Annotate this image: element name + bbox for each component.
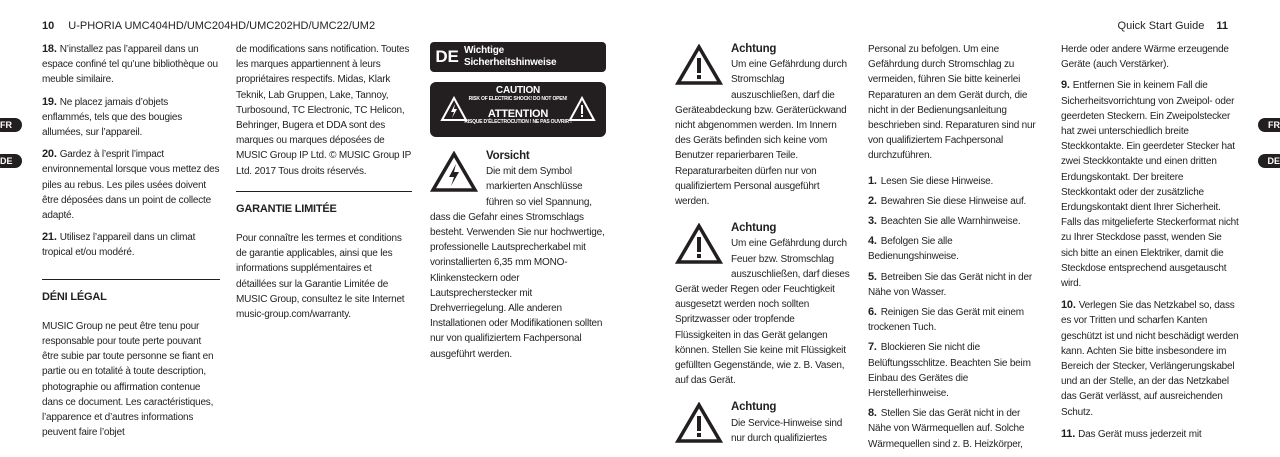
paragraph: Personal zu befolgen. Um eine Gefährdung durch Stromschlag zu vermeiden, führen Sie bitte keinerlei Reparaturen an dem Gerät durch, die nicht in der Bedienungsanleitung beschrieben sind. Reparaturen sind nur von qualifiziertem Fachpersonal durchzuführen. xyxy=(868,44,1036,162)
section-heading: GARANTIE LIMITÉE xyxy=(236,202,337,215)
divider xyxy=(236,191,412,192)
divider xyxy=(42,279,220,280)
list-item: 4. Befolgen Sie alle Bedienungshinweise. xyxy=(868,235,959,263)
exclamation-warning-icon xyxy=(675,223,723,265)
left-page-number: 10 xyxy=(42,20,55,32)
paragraph: Herde oder andere Wärme erzeugende Geräte (auch Verstärker). xyxy=(1061,44,1229,71)
side-tab-de-left: DE xyxy=(0,154,22,168)
exclamation-warning-icon xyxy=(675,44,723,86)
list-item: 21. Utilisez l’appareil dans un climat tropical et/ou modéré. xyxy=(42,231,196,259)
list-item: 2. Bewahren Sie diese Hinweise auf. xyxy=(868,194,1027,207)
section-heading: DÉNI LÉGAL xyxy=(42,290,107,303)
section-title: Wichtige Sicherheitshinweise xyxy=(464,45,557,68)
warranty-text: Pour connaître les termes et conditions de garantie applicables, ainsi que les informations supplémentaires et détaillées sur la Garantie Limitée de MUSIC Group, consultez le site Internet music-group.com/warranty. xyxy=(236,233,405,321)
column-6 xyxy=(1061,42,1239,449)
side-tab-fr-right: FR xyxy=(1258,118,1280,132)
list-item: 6. Reinigen Sie das Gerät mit einem trockenen Tuch. xyxy=(868,306,1024,334)
list-item: 18. N’installez pas l’appareil dans un espace confiné tel qu’une bibliothèque ou meuble similaire. xyxy=(42,43,218,86)
right-page-header xyxy=(1118,20,1228,32)
achtung-warning: Achtung Um eine Gefährdung durch Feuer bzw. Stromschlag auszuschließen, darf dieses Gerät weder Regen oder Feuchtigkeit ausgesetzt werden noch sollten Spritzwasser oder tropfende Flüssigkeiten in das Gerät gelangen können. Stellen Sie keine mit Flüssigkeit gefüllten Gegenstände, wie z. B. Vasen, auf das Gerät. xyxy=(675,222,850,387)
side-tab-de-right: DE xyxy=(1258,154,1280,168)
legal-text: MUSIC Group ne peut être tenu pour responsable pour toute perte pouvant être subie par toute personne se fiant en partie ou en totalité à toute description, photographie ou affirmation contenue dans ce document. Les caractéristiques, l’apparence et d’autres informations peuvent faire l’objet xyxy=(42,320,214,439)
language-section-banner xyxy=(430,42,606,72)
right-page-title: Quick Start Guide xyxy=(1117,20,1205,32)
list-item: 20. Gardez à l’esprit l’impact environnemental lorsque vous mettez des piles au rebus. Les piles usées doivent être déposées dans un point de collecte adapté. xyxy=(42,148,220,222)
list-item: 10. Verlegen Sie das Netzkabel so, dass es vor Tritten und scharfen Kanten geschützt ist und nicht beschädigt werden kann. Achten Sie bitte insbesondere im Bereich der Stecker, Verlängerungskabel und an der Stelle, an der das Netzkabel das Gerät verlässt, auf ausreichenden Schutz. xyxy=(1061,299,1239,418)
list-item: 19. Ne placez jamais d’objets enflammés, tels que des bougies allumées, sur l’appareil. xyxy=(42,95,182,139)
column-5 xyxy=(868,42,1044,457)
side-tab-fr-left: FR xyxy=(0,118,22,132)
caution-label: CAUTION RISK OF ELECTRIC SHOCK! DO NOT OPEN! ATTENTION RISQUE D’ÉLECTROCUTION ! NE PAS OUVRIR ! xyxy=(430,82,606,137)
list-item: 3. Beachten Sie alle Warnhinweise. xyxy=(868,215,1021,228)
shock-warning-icon xyxy=(440,96,468,122)
language-code: DE xyxy=(435,47,459,67)
exclamation-warning-icon xyxy=(568,96,596,122)
achtung-warning: Achtung Um eine Gefährdung durch Stromschlag auszuschließen, darf die Geräteabdeckung bzw. Geräterückwand nicht abgenommen werden. Im Innern des Geräts befinden sich keine vom Benutzer reparierbaren Teile. Reparaturarbeiten dürfen nur von qualifiziertem Personal ausgeführt werden. xyxy=(675,43,847,208)
vorsicht-warning: Vorsicht Die mit dem Symbol markierten Anschlüsse führen so viel Spannung, dass die Gefahr eines Stromschlags besteht. Verwenden Sie nur hochwertige, professionelle Lautsprecherkabel mit vorinstallierten 6,35 mm MONO-Klinkensteckern oder Lautsprecherstecker mit Drehverriegelung. Alle anderen Installationen oder Modifikationen sollten nur von qualifiziertem Fachpersonal ausgeführt werden. xyxy=(430,150,605,360)
column-3 xyxy=(430,42,606,362)
shock-warning-icon xyxy=(430,151,478,193)
trademark-text: de modifications sans notification. Toutes les marques appartiennent à leurs propriétaires respectifs. Midas, Klark Teknik, Lab Gruppen, Lake, Tannoy, Turbosound, TC Electronic, TC Helicon, Behringer, Bugera et DDA sont des marques ou marques déposées de MUSIC Group IP Ltd. © MUSIC Group IP Ltd. 2017 Tous droits réservés. xyxy=(236,44,411,177)
list-item: 5. Betreiben Sie das Gerät nicht in der Nähe von Wasser. xyxy=(868,270,1033,298)
column-1 xyxy=(42,42,220,440)
right-page-number: 11 xyxy=(1216,20,1228,32)
list-item: 7. Blockieren Sie nicht die Belüftungsschlitze. Beachten Sie beim Einbau des Gerätes die Herstellerhinweise. xyxy=(868,341,1031,400)
list-item: 11. Das Gerät muss jederzeit mit xyxy=(1061,427,1202,440)
column-4 xyxy=(675,42,851,446)
column-2 xyxy=(236,42,412,322)
left-page-header xyxy=(42,20,375,32)
list-item: 1. Lesen Sie diese Hinweise. xyxy=(868,174,994,187)
exclamation-warning-icon xyxy=(675,402,723,444)
list-item: 9. Entfernen Sie in keinem Fall die Sicherheitsvorrichtung von Zweipol- oder geerdeten Steckern. Ein Zweipolstecker hat zwei unterschiedlich breite Steckkontakte. Ein geerdeter Stecker hat zwei Steckkontakte und einen dritten Erdungskontakt. Der breitere Steckkontakt oder der zusätzliche Erdungskontakt dient Ihrer Sicherheit. Falls das mitgelieferte Steckerformat nicht zu Ihrer Steckdose passt, wenden Sie sich bitte an einen Elektriker, damit die Steckdose entsprechend ausgetauscht wird. xyxy=(1061,79,1239,290)
list-item: 8. Stellen Sie das Gerät nicht in der Nähe von Wärmequellen auf. Solche Wärmequellen sind z. B. Heizkörper, xyxy=(868,407,1025,450)
left-page-title: U-PHORIA UMC404HD/UMC204HD/UMC202HD/UMC22/UM2 xyxy=(68,20,376,32)
achtung-warning: Achtung Die Service-Hinweise sind nur durch qualifiziertes xyxy=(675,400,851,446)
